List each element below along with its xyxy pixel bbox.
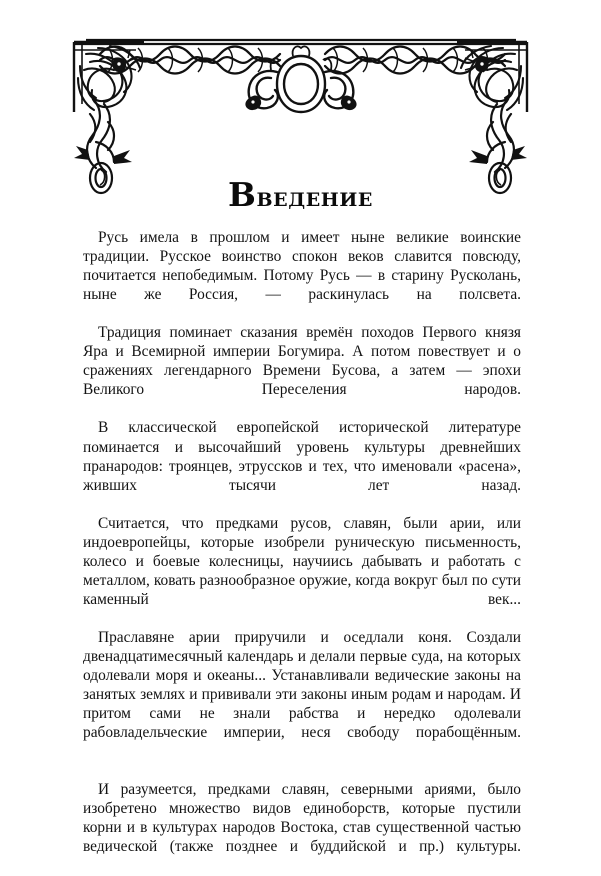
page-title-drop-cap: В — [227, 175, 257, 215]
page-title-rest: ведение — [256, 182, 373, 214]
paragraph: И разумеется, предками славян, северными ариями, было изобретено множество видов единоборств, которые пустили корни и в культурах народов Востока, став существенной частью ведической (также позднее и буддийской и пр.) культуры. — [83, 781, 521, 856]
paragraph: Считается, что предками русов, славян, были арии, или индоевропейцы, которые изобрели руническую письменность, колесо и боевые колесницы, научиись дабывать и работать с металлом, ковать разнообразное оружие, когда вокруг был по сути каменный век... — [83, 514, 521, 608]
paragraph: Традиция поминает сказания времён походов Первого князя Яра и Всемирной империи Богумира. А потом повествует и о сражениях легендарного Времени Бусова, а затем — эпохи Великого Переселения народов. — [83, 324, 521, 399]
body-text — [83, 228, 521, 876]
paragraph: Русь имела в прошлом и имеет ныне великие воинские традиции. Русское воинство спокон веков славится повсюду, почитается непобедимым. Потому Русь — в старину Русколань, ныне же Россия, — раскинулась на полсвета. — [83, 229, 521, 304]
knotwork-ornament-icon — [0, 38, 601, 196]
paragraph: Праславяне арии приручили и оседлали коня. Создали двенадцатимесячный календарь и делали первые суда, на которых одолевали моря и океаны... Устанавливали ведические законы на занятых землях и прививали эти законы иным родам и народам. И притом сами не знали рабства и нередко одолевали рабовладельческие империи, неся свободу порабощённым. — [83, 628, 521, 742]
paragraph: В классической европейской исторической литературе поминается и высочайший уровень культуры древнейших пранародов: троянцев, этруссков и тех, что именовали «расена», живших тысячи лет назад. — [83, 419, 521, 494]
page-title — [0, 175, 601, 215]
